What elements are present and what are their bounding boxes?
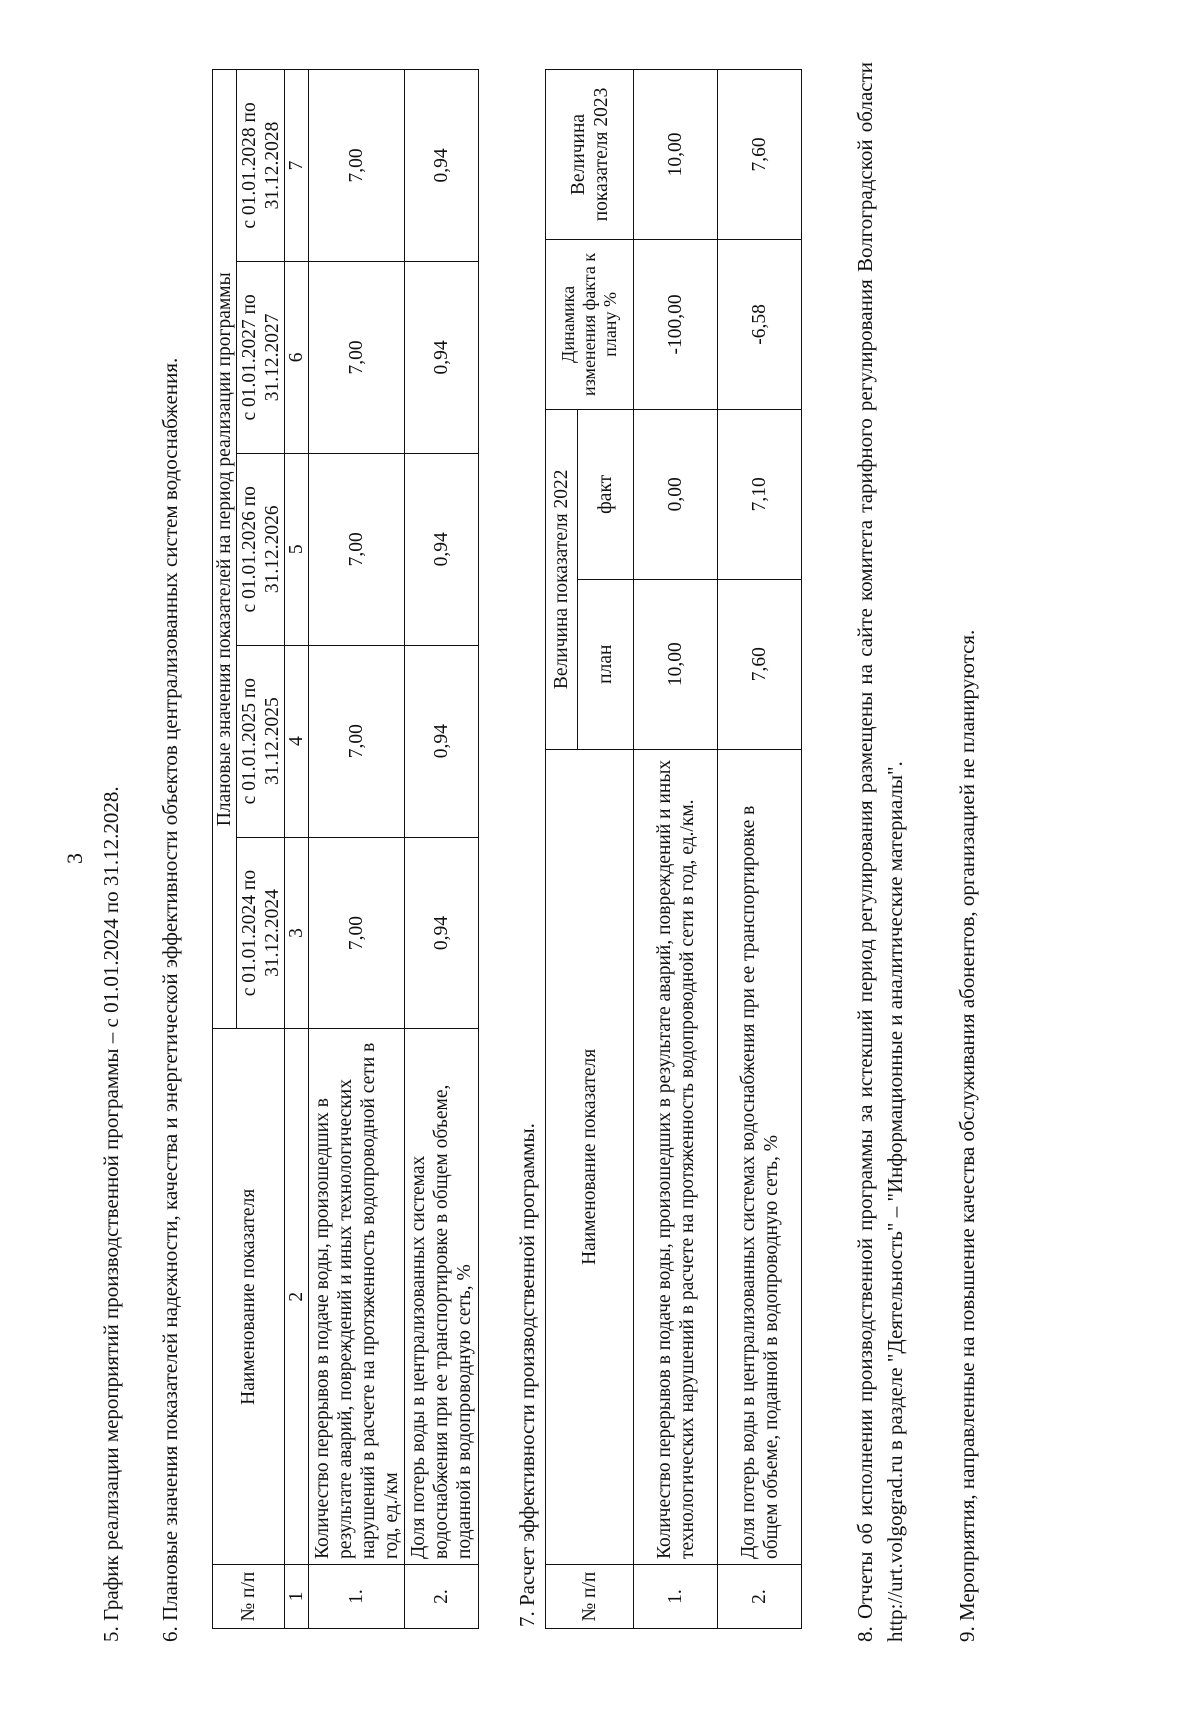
section-6-title: 6. Плановые значения показателей надежности, качества и энергетической эффективности объектов централизованных систем водоснабжения. (158, 357, 182, 1642)
indicator-name: Доля потерь воды в централизованных системах водоснабжения при ее транспортировке в общем объеме, поданной в водопроводную сеть, % (405, 1029, 479, 1565)
indicator-value: 7,00 (309, 261, 405, 453)
table6-period: с 01.01.2025 по 31.12.2025 (237, 645, 285, 837)
section-9-text: 9. Мероприятия, направленные на повышение качества обслуживания абонентов, организацией не планируются. (955, 629, 979, 1642)
table6-col-index: 2 (285, 1029, 309, 1565)
table6-col-index: 7 (285, 70, 309, 262)
table6-period: с 01.01.2024 по 31.12.2024 (237, 837, 285, 1029)
indicator-name: Доля потерь воды в централизованных системах водоснабжения при ее транспортировке в общем объеме, поданной в водопроводную сеть, % (718, 749, 802, 1564)
indicator-value: 7,00 (309, 453, 405, 645)
table6-period: с 01.01.2026 по 31.12.2026 (237, 453, 285, 645)
table6-header-name: Наименование показателя (213, 1029, 285, 1565)
dynamics-value: -6,58 (718, 239, 802, 409)
page-number: 3 (62, 853, 87, 864)
table7-header-2022: Величина показателя 2022 (546, 409, 578, 749)
efficiency-table (545, 69, 802, 1629)
section-5-text: 5. График реализации мероприятий производственной программы – с 01.01.2024 по 31.12.2028. (99, 786, 123, 1642)
row-number: 1. (634, 1565, 718, 1629)
table6-header-row (213, 70, 237, 1629)
indicator-value: 7,00 (309, 837, 405, 1029)
indicator-value: 7,00 (309, 70, 405, 262)
table6-col-index: 5 (285, 453, 309, 645)
section-7-title: 7. Расчет эффективности производственной программы. (515, 1123, 539, 1627)
indicator-value: 7,00 (309, 645, 405, 837)
indicator-value: 0,94 (405, 837, 479, 1029)
indicator-value: 0,94 (405, 645, 479, 837)
table-row (309, 70, 405, 1629)
row-number: 2. (405, 1565, 479, 1629)
dynamics-value: -100,00 (634, 239, 718, 409)
fact-value: 7,10 (718, 409, 802, 579)
indicator-value: 0,94 (405, 70, 479, 262)
planned-indicators-table (212, 69, 479, 1629)
table7-header-fact: факт (578, 409, 634, 579)
table6-period: с 01.01.2027 по 31.12.2027 (237, 261, 285, 453)
table6-col-index: 6 (285, 261, 309, 453)
plan-value: 7,60 (718, 579, 802, 749)
table-row (718, 70, 802, 1629)
table7-header-dynamics: Динамика изменения факта к плану % (546, 239, 634, 409)
value-2023: 10,00 (634, 70, 718, 240)
table6-col-index: 4 (285, 645, 309, 837)
table6-col-index: 3 (285, 837, 309, 1029)
indicator-name: Количество перерывов в подаче воды, произошедших в результате аварий, повреждений и иных технологических нарушений в расчете на протяженность водопроводной сети в год, ед./км (309, 1029, 405, 1565)
table6-col-index: 1 (285, 1565, 309, 1629)
indicator-name: Количество перерывов в подаче воды, произошедших в результате аварий, повреждений и иных технологических нарушений в расчете на протяженность водопроводной сети в год, ед./км. (634, 749, 718, 1564)
table7-header-2023: Величина показателя 2023 (546, 70, 634, 240)
table6-header-num: № п/п (213, 1565, 285, 1629)
table7-header-row (546, 70, 578, 1629)
section-8-text: 8. Отчеты об исполнении производственной программы за истекший период регулирования размещены на сайте комитета тарифного регулирования Волгоградской области http://urt.volgograd.ru в разделе "Деятельность" – "Информационные и аналитические материалы". (853, 62, 907, 1642)
row-number: 2. (718, 1565, 802, 1629)
table7-header-num: № п/п (546, 1565, 634, 1629)
table-row (405, 70, 479, 1629)
indicator-value: 0,94 (405, 453, 479, 645)
table-row (634, 70, 718, 1629)
plan-value: 10,00 (634, 579, 718, 749)
fact-value: 0,00 (634, 409, 718, 579)
table6-header-group: Плановые значения показателей на период реализации программы (213, 70, 237, 1029)
row-number: 1. (309, 1565, 405, 1629)
table6-index-row (285, 70, 309, 1629)
table6-period: с 01.01.2028 по 31.12.2028 (237, 70, 285, 262)
table7-header-name: Наименование показателя (546, 749, 634, 1564)
indicator-value: 0,94 (405, 261, 479, 453)
value-2023: 7,60 (718, 70, 802, 240)
table7-header-plan: план (578, 579, 634, 749)
